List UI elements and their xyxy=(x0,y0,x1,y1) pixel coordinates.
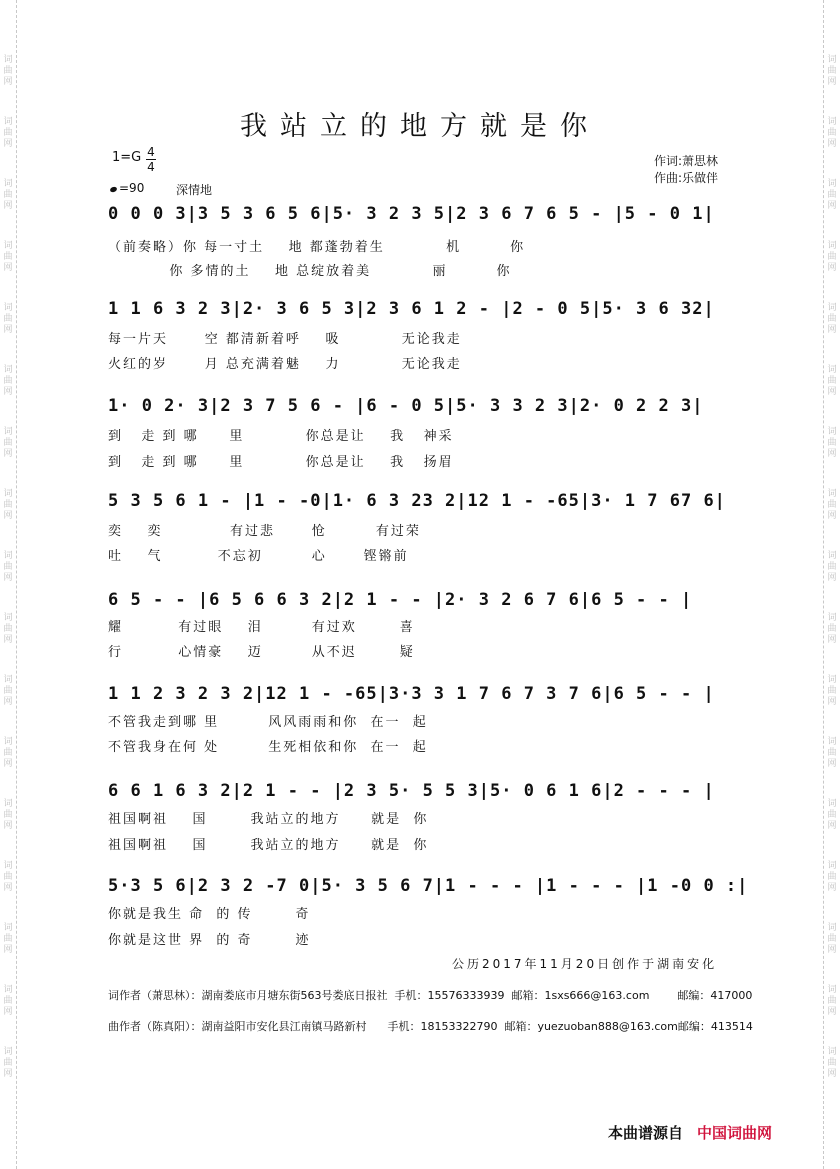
watermark-left: 词 曲 网 xyxy=(3,1047,13,1079)
source-label: 本曲谱源自 xyxy=(608,1124,684,1142)
watermark-left: 词 曲 网 xyxy=(3,923,13,955)
notes-line: 6 6 1 6 3 2|2 1 - - |2 3 5· 5 5 3|5· 0 6 1 6|2 - - - | xyxy=(108,781,715,801)
time-signature-bottom: 4 xyxy=(147,160,155,174)
lyrics-verse-2: 不管我身在何 处 生死相依和你 在一 起 xyxy=(108,740,428,755)
lyrics-verse-2: 到 走 到 哪 里 你总是让 我 扬眉 xyxy=(108,455,454,470)
notes-line: 1 1 6 3 2 3|2· 3 6 5 3|2 3 6 1 2 - |2 - 0 5|5· 3 6 32| xyxy=(108,299,715,319)
lyrics-verse-1: 耀 有过眼 泪 有过欢 喜 xyxy=(108,620,415,635)
watermark-right: 词 曲 网 xyxy=(827,613,837,645)
notes-line: 1 1 2 3 2 3 2|12 1 - -65|3·3 3 1 7 6 7 3 7 6|6 5 - - | xyxy=(108,684,715,704)
lyricist-credit: 作词:萧思林 xyxy=(654,154,719,168)
watermark-left: 词 曲 网 xyxy=(3,675,13,707)
composition-date: 公历2017年11月20日创作于湖南安化 xyxy=(452,957,718,971)
lyrics-verse-2: 你 多情的土 地 总绽放着美 丽 你 xyxy=(108,264,512,279)
lyrics-verse-1: （前奏略）你 每一寸土 地 都蓬勃着生 机 你 xyxy=(108,240,526,255)
expression-marking: 深情地 xyxy=(176,183,213,197)
lyrics-verse-2: 你就是这世 界 的 奇 迹 xyxy=(108,933,311,948)
watermark-left: 词 曲 网 xyxy=(3,985,13,1017)
score-system-1 xyxy=(108,204,753,284)
watermark-left: 词 曲 网 xyxy=(3,303,13,335)
composer-contact: 曲作者（陈真阳）：湖南益阳市安化县江南镇马路新村 手机：18153322790 邮箱：yuezuoban888@163.com邮编：413514 xyxy=(108,1020,753,1033)
lyrics-verse-1: 到 走 到 哪 里 你总是让 我 神采 xyxy=(108,429,454,444)
watermark-left: 词 曲 网 xyxy=(3,613,13,645)
source-site-link[interactable]: 中国词曲网 xyxy=(697,1124,773,1142)
watermark-left: 词 曲 网 xyxy=(3,55,13,87)
score-system-4 xyxy=(108,491,753,571)
lyrics-verse-1: 你就是我生 命 的 传 奇 xyxy=(108,907,311,922)
lyrics-verse-2: 行 心情豪 迈 从不迟 疑 xyxy=(108,645,415,660)
watermark-left: 词 曲 网 xyxy=(3,179,13,211)
lyricist-contact: 词作者（萧思林）：湖南娄底市月塘东街563号娄底日报社 手机：15576333939 邮箱：1sxs666@163.com 邮编：417000 xyxy=(108,989,753,1002)
watermark-right: 词 曲 网 xyxy=(827,365,837,397)
song-title: 我站立的地方就是你 xyxy=(240,111,600,142)
lyrics-verse-2: 吐 气 不忘初 心 铿锵前 xyxy=(108,549,409,564)
source-credit xyxy=(608,1122,772,1143)
watermark-left: 词 曲 网 xyxy=(3,489,13,521)
watermark-right: 词 曲 网 xyxy=(827,675,837,707)
time-signature xyxy=(146,145,156,174)
notes-line: 1· 0 2· 3|2 3 7 5 6 - |6 - 0 5|5· 3 3 2 3|2· 0 2 2 3| xyxy=(108,396,704,416)
score-system-3 xyxy=(108,396,753,476)
watermark-left: 词 曲 网 xyxy=(3,799,13,831)
lyrics-verse-2: 祖国啊祖 国 我站立的地方 就是 你 xyxy=(108,838,429,853)
credits xyxy=(654,153,718,187)
notes-line: 6 5 - - |6 5 6 6 3 2|2 1 - - |2· 3 2 6 7 6|6 5 - - | xyxy=(108,590,693,610)
watermark-right: 词 曲 网 xyxy=(827,861,837,893)
watermark-right: 词 曲 网 xyxy=(827,489,837,521)
lyrics-verse-1: 祖国啊祖 国 我站立的地方 就是 你 xyxy=(108,812,429,827)
quarter-note-icon xyxy=(109,186,117,193)
score-system-2 xyxy=(108,299,753,379)
key-signature: 1=G xyxy=(112,150,142,165)
watermark-right: 词 曲 网 xyxy=(827,117,837,149)
watermark-left: 词 曲 网 xyxy=(3,365,13,397)
score-system-7 xyxy=(108,781,753,861)
lyrics-verse-1: 每一片天 空 都清新着呼 吸 无论我走 xyxy=(108,332,462,347)
watermark-right: 词 曲 网 xyxy=(827,551,837,583)
watermark-right: 词 曲 网 xyxy=(827,427,837,459)
composer-credit: 作曲:乐做伴 xyxy=(654,171,719,185)
score-system-8 xyxy=(108,876,753,956)
watermark-left: 词 曲 网 xyxy=(3,737,13,769)
lyrics-verse-2: 火红的岁 月 总充满着魅 力 无论我走 xyxy=(108,357,462,372)
watermark-left: 词 曲 网 xyxy=(3,117,13,149)
watermark-left: 词 曲 网 xyxy=(3,241,13,273)
lyrics-verse-1: 奕 奕 有过悲 怆 有过荣 xyxy=(108,524,421,539)
lyrics-verse-1: 不管我走到哪 里 风风雨雨和你 在一 起 xyxy=(108,715,428,730)
notes-line: 5 3 5 6 1 - |1 - -0|1· 6 3 23 2|12 1 - -65|3· 1 7 67 6| xyxy=(108,491,726,511)
notes-line: 5·3 5 6|2 3 2 -7 0|5· 3 5 6 7|1 - - - |1 - - - |1 -0 0 :| xyxy=(108,876,749,896)
watermark-right: 词 曲 网 xyxy=(827,923,837,955)
watermark-left: 词 曲 网 xyxy=(3,427,13,459)
tempo-value: =90 xyxy=(119,181,145,195)
score-system-5 xyxy=(108,590,753,670)
time-signature-top: 4 xyxy=(147,145,155,159)
watermark-left: 词 曲 网 xyxy=(3,551,13,583)
watermark-right: 词 曲 网 xyxy=(827,55,837,87)
score-system-6 xyxy=(108,684,753,764)
tempo-marking xyxy=(110,181,144,195)
watermark-right: 词 曲 网 xyxy=(827,799,837,831)
watermark-right: 词 曲 网 xyxy=(827,241,837,273)
watermark-right: 词 曲 网 xyxy=(827,737,837,769)
watermark-right: 词 曲 网 xyxy=(827,1047,837,1079)
watermark-left: 词 曲 网 xyxy=(3,861,13,893)
watermark-right: 词 曲 网 xyxy=(827,303,837,335)
watermark-right: 词 曲 网 xyxy=(827,985,837,1017)
watermark-right: 词 曲 网 xyxy=(827,179,837,211)
notes-line: 0 0 0 3|3 5 3 6 5 6|5· 3 2 3 5|2 3 6 7 6 5 - |5 - 0 1| xyxy=(108,204,715,224)
